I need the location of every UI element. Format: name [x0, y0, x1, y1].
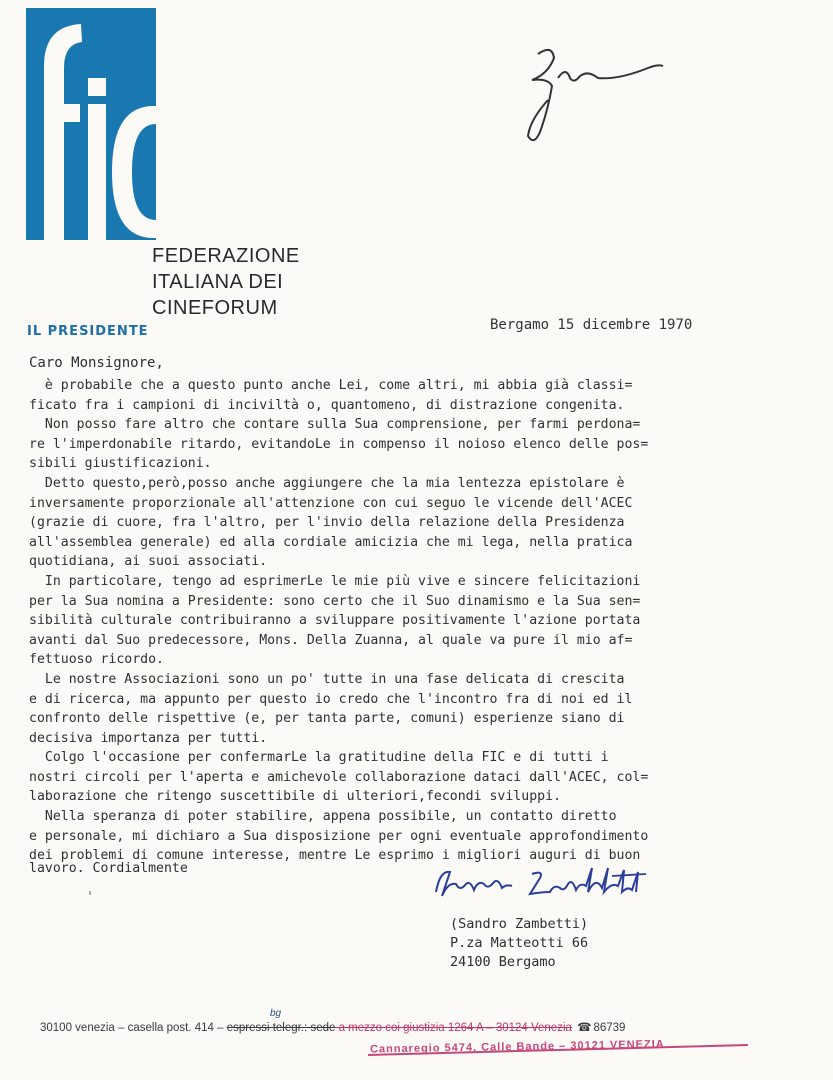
footer-struck-text: espressi telegr.: sede	[226, 1022, 336, 1034]
body-line: Nella speranza di poter stabilire, appena possibile, un contatto diretto	[29, 809, 617, 825]
body-line: (grazie di cuore, fra l'altro, per l'invio della relazione della Presidenza	[29, 515, 625, 531]
body-line: Colgo l'occasione per confermarLe la gratitudine della FIC e di tutti i	[29, 750, 609, 766]
body-line: Non posso fare altro che contare sulla Sua comprensione, per farmi perdona=	[29, 417, 641, 433]
body-line: nostri circoli per l'aperta e amichevole collaborazione dataci dall'ACEC, col=	[29, 769, 649, 785]
address-stamp: Cannaregio 5474, Calle Bande – 30121 VENEZIA	[369, 1038, 665, 1056]
body-line: laborazione che ritengo suscettibile di ulteriori,fecondi sviluppi.	[29, 789, 561, 805]
letter-body	[29, 376, 819, 866]
signer-name: (Sandro Zambetti)	[450, 916, 589, 932]
footer-handwritten-annotation: bg	[270, 1008, 282, 1019]
body-line: sibilità culturale contribuiranno a sviluppare positivamente l'azione portata	[29, 613, 641, 629]
org-line-2: ITALIANA DEI	[152, 271, 284, 293]
body-line: sibili giustificazioni.	[29, 456, 212, 472]
footer-address: 30100 venezia – casella post. 414 –	[40, 1022, 227, 1034]
org-line-3: CINEFORUM	[152, 297, 278, 319]
body-line: dei problemi di comune interesse, mentre Le esprimo i migliori auguri di buon	[29, 848, 641, 864]
paper-speck	[89, 891, 91, 895]
signature-block	[450, 915, 588, 972]
body-line: fettuoso ricordo.	[29, 652, 164, 668]
fic-logo	[26, 8, 156, 240]
telephone-icon: ☎	[577, 1022, 592, 1034]
salutation: Caro Monsignore,	[29, 355, 164, 371]
body-line: all'assemblea generale) ed alla cordiale amicizia che mi lega, nella pratica	[29, 534, 633, 550]
body-line: è probabile che a questo punto anche Lei, come altri, mi abbia già classi=	[29, 378, 633, 393]
signer-street: P.za Matteotti 66	[450, 935, 589, 951]
letterhead-footer	[40, 1020, 625, 1034]
footer-struck-address: a mezzo coi giustizia 1264 A – 30124 Venezia	[335, 1022, 572, 1034]
letter-date: Bergamo 15 dicembre 1970	[490, 317, 693, 333]
body-line: quotidiana, ai suoi associati.	[29, 554, 268, 570]
body-line: Detto questo,però,posso anche aggiungere che la mia lentezza epistolare è	[29, 475, 625, 491]
body-line: In particolare, tengo ad esprimerLe le mie più vive e sincere felicitazioni	[29, 573, 641, 589]
body-line: re l'imperdonabile ritardo, evitandoLe in compenso il noioso elenco delle pos=	[29, 436, 649, 452]
body-line: e di ricerca, ma appunto per questo io credo che l'incontro fra di noi ed il	[29, 691, 633, 707]
footer-telephone: 86739	[593, 1022, 626, 1034]
org-line-1: FEDERAZIONE	[152, 245, 300, 267]
handwritten-initial	[518, 40, 668, 154]
president-label: IL PRESIDENTE	[27, 324, 149, 339]
body-line: per la Sua nomina a Presidente: sono certo che il Suo dinamismo e la Sua sen=	[29, 593, 641, 609]
body-line: Le nostre Associazioni sono un po' tutte in una fase delicata di crescita	[29, 671, 625, 687]
organization-name	[152, 243, 300, 321]
signer-city: 24100 Bergamo	[450, 954, 556, 970]
body-line: confronto delle rispettive (e, per tanta parte, comuni) esperienze siano di	[29, 711, 625, 727]
body-line: e personale, mi dichiaro a Sua disposizione per ogni eventuale approfondimento	[29, 828, 649, 844]
body-line: inversamente proporzionale all'attenzione con cui seguo le vicende dell'ACEC	[29, 495, 633, 511]
body-line: decisiva importanza per tutti.	[29, 730, 268, 746]
closing: lavoro. Cordialmente	[29, 861, 188, 876]
handwritten-signature	[432, 862, 672, 910]
body-line: ficato fra i campioni di inciviltà o, quantomeno, di distrazione congenita.	[29, 397, 625, 413]
body-line: avanti dal Suo predecessore, Mons. Della Zuanna, al quale va pure il mio af=	[29, 632, 633, 648]
